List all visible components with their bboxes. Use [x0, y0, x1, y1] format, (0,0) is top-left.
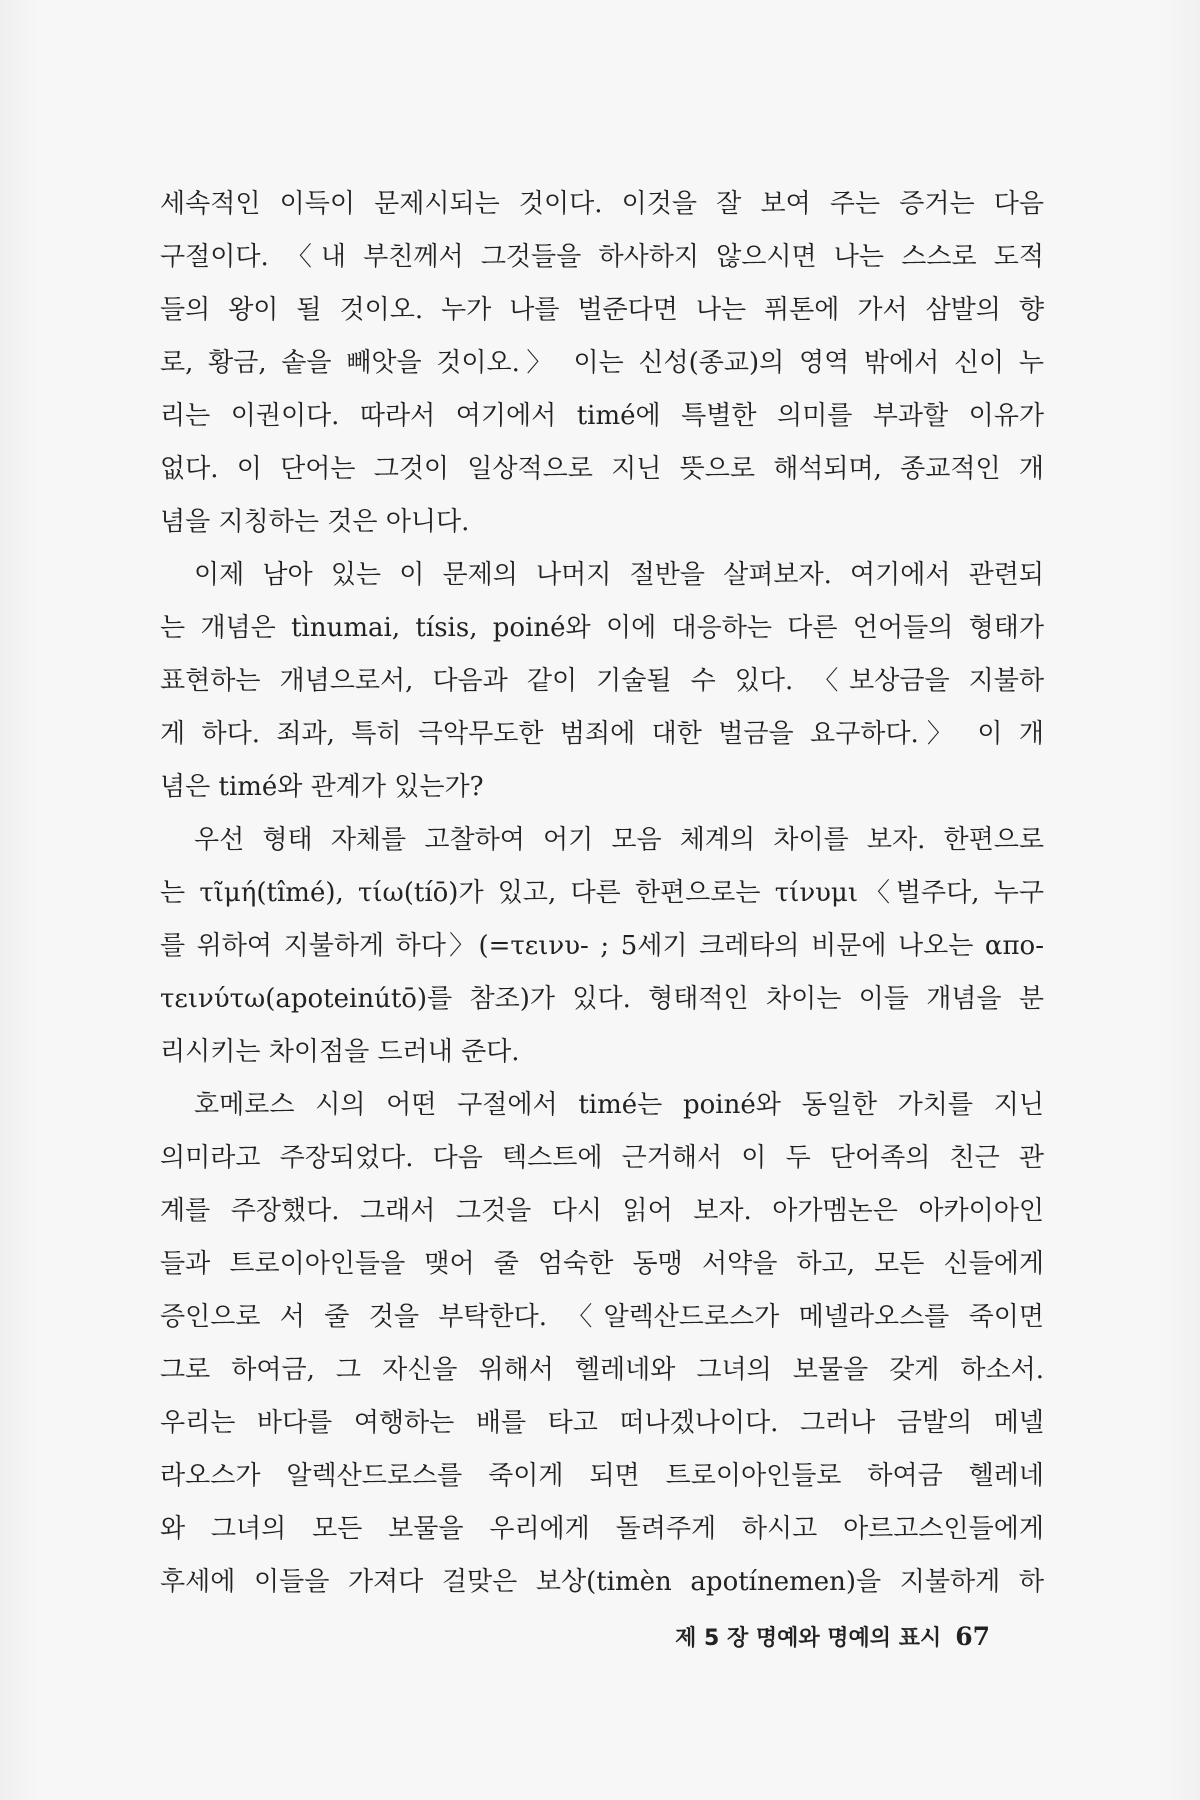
- text-line: 들의 왕이 될 것이오. 누가 나를 벌준다면 나는 퓌톤에 가서 삼발의 향: [160, 295, 1044, 325]
- running-head: 제 5 장 명예와 명예의 표시: [675, 1626, 942, 1651]
- text-line: 없다. 이 단어는 그것이 일상적으로 지닌 뜻으로 해석되며, 종교적인 개: [160, 454, 1044, 484]
- text-line: 의미라고 주장되었다. 다음 텍스트에 근거해서 이 두 단어족의 친근 관: [160, 1143, 1044, 1173]
- text-line: 그로 하여금, 그 자신을 위해서 헬레네와 그녀의 보물을 갖게 하소서.: [160, 1355, 1044, 1385]
- body-text: [160, 178, 1044, 1609]
- text-line: 는 τῖμή(tîmé), τίω(tíō)가 있고, 다른 한편으로는 τίνυμι〈벌주다, 누구: [160, 878, 1044, 908]
- text-line: 이제 남아 있는 이 문제의 나머지 절반을 살펴보자. 여기에서 관련되: [194, 560, 1044, 590]
- text-line: 라오스가 알렉산드로스를 죽이게 되면 트로이아인들로 하여금 헬레네: [160, 1461, 1044, 1491]
- text-line: τεινύτω(apoteinútō)를 참조)가 있다. 형태적인 차이는 이들 개념을 분: [160, 984, 1044, 1014]
- text-line: 구절이다. 〈내 부친께서 그것들을 하사하지 않으시면 나는 스스로 도적: [160, 242, 1044, 272]
- text-line: 표현하는 개념으로서, 다음과 같이 기술될 수 있다. 〈보상금을 지불하: [160, 666, 1044, 696]
- page-footer: [0, 1621, 990, 1652]
- text-line: 후세에 이들을 가져다 걸맞은 보상(timèn apotínemen)을 지불하게 하: [160, 1567, 1044, 1597]
- text-line: 를 위하여 지불하게 하다〉(=τεινυ- ; 5세기 크레타의 비문에 나오는 απο-: [160, 931, 1044, 961]
- text-line: 우리는 바다를 여행하는 배를 타고 떠나겠나이다. 그러나 금발의 메넬: [160, 1408, 1044, 1438]
- text-line: 호메로스 시의 어떤 구절에서 timé는 poiné와 동일한 가치를 지닌: [194, 1090, 1044, 1120]
- text-line: 계를 주장했다. 그래서 그것을 다시 읽어 보자. 아가멤논은 아카이아인: [160, 1196, 1044, 1226]
- text-line: 념은 timé와 관계가 있는가?: [160, 772, 484, 802]
- text-line: 세속적인 이득이 문제시되는 것이다. 이것을 잘 보여 주는 증거는 다음: [160, 189, 1044, 219]
- text-line: 로, 황금, 솥을 빼앗을 것이오.〉 이는 신성(종교)의 영역 밖에서 신이 누: [160, 348, 1044, 378]
- text-line: 는 개념은 tìnumai, tísis, poiné와 이에 대응하는 다른 언어들의 형태가: [160, 613, 1044, 643]
- text-line: 와 그녀의 모든 보물을 우리에게 돌려주게 하시고 아르고스인들에게: [160, 1514, 1044, 1544]
- text-line: 증인으로 서 줄 것을 부탁한다. 〈알렉산드로스가 메넬라오스를 죽이면: [160, 1302, 1044, 1332]
- text-line: 리는 이권이다. 따라서 여기에서 timé에 특별한 의미를 부과할 이유가: [160, 401, 1044, 431]
- text-line: 들과 트로이아인들을 맺어 줄 엄숙한 동맹 서약을 하고, 모든 신들에게: [160, 1249, 1044, 1279]
- text-line: 리시키는 차이점을 드러내 준다.: [160, 1037, 520, 1067]
- text-line: 우선 형태 자체를 고찰하여 어기 모음 체계의 차이를 보자. 한편으로: [194, 825, 1044, 855]
- text-line: 게 하다. 죄과, 특히 극악무도한 범죄에 대한 벌금을 요구하다.〉 이 개: [160, 719, 1044, 749]
- text-line: 념을 지칭하는 것은 아니다.: [160, 507, 470, 537]
- page-number: 67: [955, 1622, 990, 1651]
